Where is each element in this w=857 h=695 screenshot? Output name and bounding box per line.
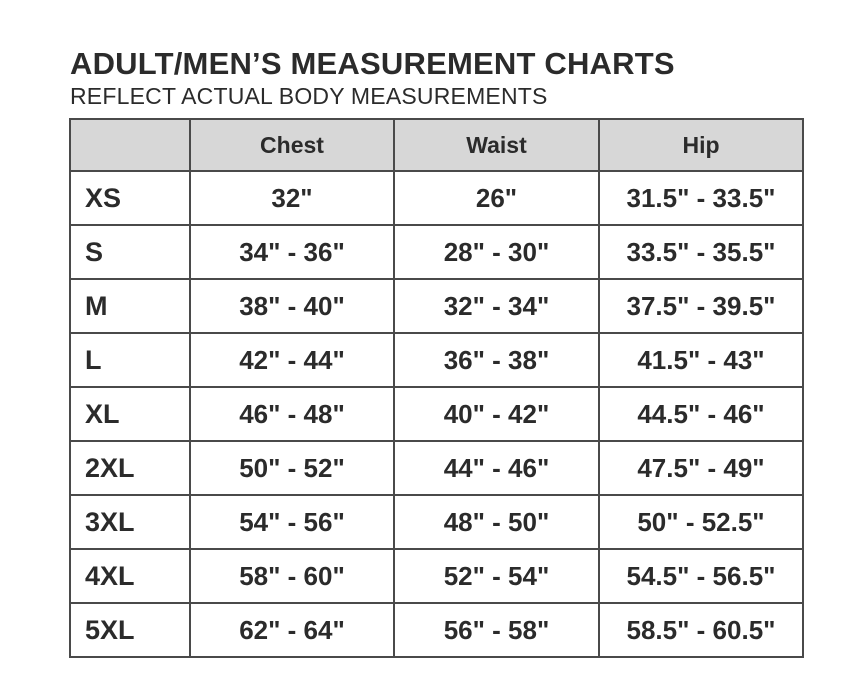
waist-cell: 28" - 30": [394, 225, 599, 279]
size-label: XL: [70, 387, 190, 441]
table-row: [70, 333, 803, 387]
chest-cell: 54" - 56": [190, 495, 394, 549]
table-row: [70, 549, 803, 603]
size-label: 2XL: [70, 441, 190, 495]
header-corner-cell: [70, 119, 190, 171]
table-row: [70, 279, 803, 333]
measurement-table: [69, 118, 804, 658]
page-title: ADULT/MEN’S MEASUREMENT CHARTS: [70, 46, 675, 81]
size-label: XS: [70, 171, 190, 225]
waist-cell: 40" - 42": [394, 387, 599, 441]
table-row: [70, 387, 803, 441]
size-label: M: [70, 279, 190, 333]
header-waist: Waist: [394, 119, 599, 171]
chest-cell: 62" - 64": [190, 603, 394, 657]
waist-cell: 36" - 38": [394, 333, 599, 387]
waist-cell: 32" - 34": [394, 279, 599, 333]
waist-cell: 26": [394, 171, 599, 225]
size-label: S: [70, 225, 190, 279]
waist-cell: 56" - 58": [394, 603, 599, 657]
hip-cell: 47.5" - 49": [599, 441, 803, 495]
chest-cell: 46" - 48": [190, 387, 394, 441]
hip-cell: 54.5" - 56.5": [599, 549, 803, 603]
size-label: 4XL: [70, 549, 190, 603]
hip-cell: 37.5" - 39.5": [599, 279, 803, 333]
table-row: [70, 495, 803, 549]
hip-cell: 31.5" - 33.5": [599, 171, 803, 225]
header-chest: Chest: [190, 119, 394, 171]
header-hip: Hip: [599, 119, 803, 171]
table-row: [70, 171, 803, 225]
size-label: L: [70, 333, 190, 387]
page-subtitle: REFLECT ACTUAL BODY MEASUREMENTS: [70, 83, 548, 109]
table-header-row: [70, 119, 803, 171]
chest-cell: 32": [190, 171, 394, 225]
table-row: [70, 441, 803, 495]
chest-cell: 42" - 44": [190, 333, 394, 387]
size-label: 3XL: [70, 495, 190, 549]
hip-cell: 58.5" - 60.5": [599, 603, 803, 657]
table-row: [70, 225, 803, 279]
size-label: 5XL: [70, 603, 190, 657]
waist-cell: 44" - 46": [394, 441, 599, 495]
chest-cell: 38" - 40": [190, 279, 394, 333]
hip-cell: 50" - 52.5": [599, 495, 803, 549]
waist-cell: 52" - 54": [394, 549, 599, 603]
waist-cell: 48" - 50": [394, 495, 599, 549]
chest-cell: 50" - 52": [190, 441, 394, 495]
table-row: [70, 603, 803, 657]
hip-cell: 41.5" - 43": [599, 333, 803, 387]
hip-cell: 44.5" - 46": [599, 387, 803, 441]
hip-cell: 33.5" - 35.5": [599, 225, 803, 279]
chest-cell: 34" - 36": [190, 225, 394, 279]
chest-cell: 58" - 60": [190, 549, 394, 603]
